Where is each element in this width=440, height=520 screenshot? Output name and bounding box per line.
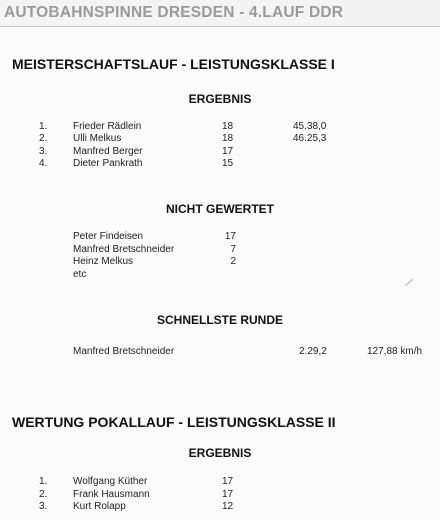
- unrated-name: Heinz Melkus: [73, 256, 134, 267]
- unrated-row: [0, 244, 440, 255]
- unrated-name: Manfred Bretschneider: [73, 244, 175, 255]
- result-points: 17: [222, 489, 234, 500]
- result-name: Dieter Pankrath: [73, 158, 143, 169]
- result-points: 17: [222, 476, 234, 487]
- result-row: [0, 133, 440, 144]
- result-position: 1.: [39, 121, 48, 132]
- result-position: 3.: [39, 146, 48, 157]
- header-divider: [0, 26, 440, 27]
- fastest-lap-speed: 127,88 km/h: [367, 346, 423, 357]
- result-name: Wolfgang Küther: [73, 476, 148, 487]
- result-row: [0, 476, 440, 487]
- result-points: 18: [222, 133, 234, 144]
- result-points: 17: [222, 146, 234, 157]
- section-title-class-2: WERTUNG POKALLAUF - LEISTUNGSKLASSE II: [12, 414, 336, 430]
- result-row: [0, 158, 440, 169]
- result-points: 15: [222, 158, 234, 169]
- result-row: [0, 146, 440, 157]
- unrated-name: Peter Findeisen: [73, 231, 144, 242]
- result-points: 12: [222, 501, 234, 512]
- result-points: 18: [222, 121, 234, 132]
- results-heading-class-2: ERGEBNIS: [188, 446, 252, 460]
- result-row: [0, 501, 440, 512]
- fastest-lap-driver: Manfred Bretschneider: [73, 346, 175, 357]
- result-position: 4.: [39, 158, 48, 169]
- unrated-points: 7: [230, 244, 236, 255]
- fastest-lap-heading: SCHNELLSTE RUNDE: [156, 313, 283, 327]
- result-position: 2.: [39, 489, 48, 500]
- result-name: Manfred Berger: [73, 146, 143, 157]
- page-title: AUTOBAHNSPINNE DRESDEN - 4.LAUF DDR: [4, 4, 344, 21]
- unrated-heading: NICHT GEWERTET: [166, 202, 274, 216]
- result-position: 1.: [39, 476, 48, 487]
- fastest-lap-row: [0, 346, 440, 357]
- unrated-name: etc: [73, 269, 87, 280]
- result-time: 45.38,0: [293, 121, 327, 132]
- unrated-row: [0, 256, 440, 267]
- result-row: [0, 121, 440, 132]
- result-row: [0, 489, 440, 500]
- result-position: 3.: [39, 501, 48, 512]
- result-time: 46.25,3: [293, 133, 327, 144]
- results-heading-class-1: ERGEBNIS: [188, 92, 252, 106]
- unrated-row: [0, 269, 440, 280]
- section-title-class-1: MEISTERSCHAFTSLAUF - LEISTUNGSKLASSE I: [12, 56, 335, 72]
- fastest-lap-time: 2.29,2: [299, 346, 327, 357]
- result-name: Frieder Rädlein: [73, 121, 142, 132]
- result-name: Kurt Rolapp: [73, 501, 126, 512]
- unrated-points: 17: [224, 231, 236, 242]
- unrated-points: 2: [230, 256, 236, 267]
- result-name: Ulli Melkus: [73, 133, 122, 144]
- result-position: 2.: [39, 133, 48, 144]
- result-name: Frank Hausmann: [73, 489, 150, 500]
- page-header: [0, 0, 440, 26]
- unrated-row: [0, 231, 440, 242]
